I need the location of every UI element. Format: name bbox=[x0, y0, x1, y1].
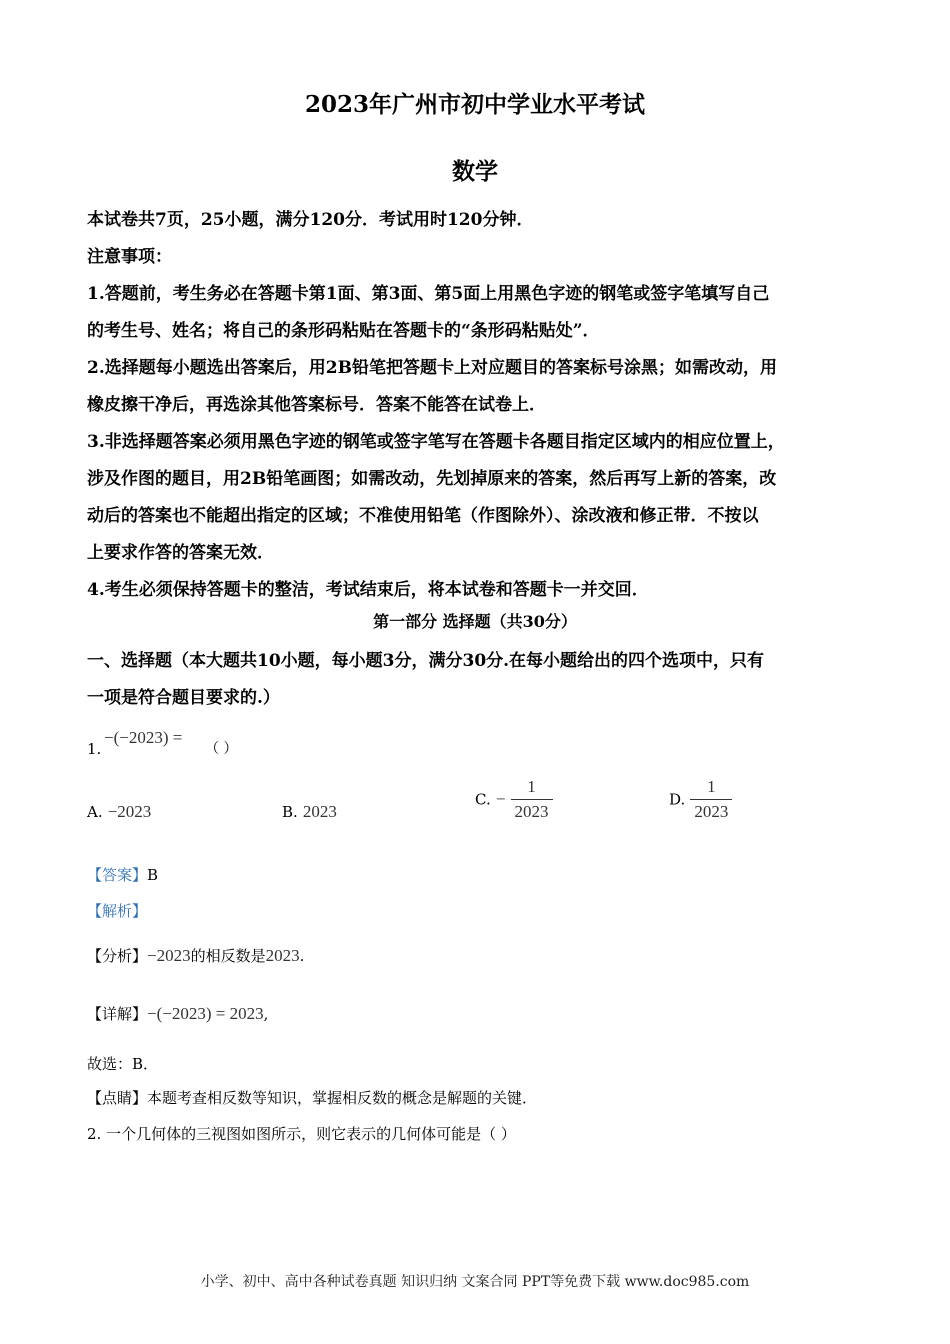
fenxi-math: 2023 bbox=[265, 946, 300, 965]
notice-line: 1.答题前，考生务必在答题卡第1面、第3面、第5面上用黑色字迹的钢笔或签字笔填写自己 bbox=[87, 284, 770, 304]
fenxi-line bbox=[87, 945, 304, 966]
option-label: A. bbox=[87, 803, 103, 821]
part1-heading: 第一部分 选择题（共30分） bbox=[373, 612, 577, 631]
fraction-denominator: 2023 bbox=[511, 799, 553, 822]
answer-line bbox=[87, 864, 158, 885]
fraction-denominator: 2023 bbox=[690, 799, 732, 822]
fraction-numerator: 1 bbox=[527, 777, 536, 796]
notice-line: 2.选择题每小题选出答案后，用2B铅笔把答题卡上对应题目的答案标号涂黑；如需改动，用 bbox=[87, 358, 777, 378]
notice-line: 橡皮擦干净后，再选涂其他答案标号．答案不能答在试卷上． bbox=[87, 395, 546, 415]
option-fraction bbox=[511, 777, 553, 822]
notice-line: 涉及作图的题目，用2B铅笔画图；如需改动，先划掉原来的答案，然后再写上新的答案，改 bbox=[87, 469, 777, 489]
option-label: C. bbox=[475, 790, 491, 809]
option-sign: − bbox=[495, 789, 506, 809]
choose-line: 故选：B． bbox=[87, 1055, 159, 1073]
exam-info: 本试卷共7页，25小题，满分120分．考试用时120分钟． bbox=[87, 210, 534, 230]
notice-line: 上要求作答的答案无效． bbox=[87, 543, 274, 563]
dianjing-line: 【点睛】本题考查相反数等知识，掌握相反数的概念是解题的关键． bbox=[87, 1089, 538, 1107]
analysis-tag: 【解析】 bbox=[87, 902, 148, 920]
option-fraction bbox=[690, 777, 732, 822]
notice-line: 3.非选择题答案必须用黑色字迹的钢笔或签字笔写在答题卡各题目指定区域内的相应位置上， bbox=[87, 432, 785, 452]
question-2: 2. 一个几何体的三视图如图所示，则它表示的几何体可能是（ ） bbox=[87, 1125, 516, 1143]
fenxi-math: −2023 bbox=[147, 946, 191, 965]
answer-blank: （ ） bbox=[205, 741, 238, 757]
option-label: B. bbox=[282, 803, 298, 821]
answer-tag: 【答案】 bbox=[87, 866, 148, 884]
option-b[interactable] bbox=[282, 802, 337, 822]
page-footer: 小学、初中、高中各种试卷真题 知识归纳 文案合同 PPT等免费下载 www.doc985.com bbox=[200, 1274, 750, 1290]
section-instruction: 一项是符合题目要求的.） bbox=[87, 688, 280, 708]
notice-line: 的考生号、姓名；将自己的条形码粘贴在答题卡的“条形码粘贴处”． bbox=[87, 321, 600, 341]
question-number: 1. bbox=[87, 740, 102, 758]
notice-line: 4.考生必须保持答题卡的整洁，考试结束后，将本试卷和答题卡一并交回． bbox=[87, 580, 649, 600]
notice-title: 注意事项： bbox=[87, 247, 172, 267]
exam-title: 2023年广州市初中学业水平考试 bbox=[304, 91, 645, 118]
question-expression: −(−2023) = bbox=[104, 728, 183, 747]
option-value: 2023 bbox=[302, 802, 337, 821]
option-c[interactable] bbox=[475, 777, 553, 822]
option-value: −2023 bbox=[107, 802, 152, 821]
option-label: D. bbox=[669, 790, 686, 809]
answer-value: B bbox=[147, 866, 159, 884]
detail-end: , bbox=[263, 1005, 269, 1023]
detail-line bbox=[87, 1003, 268, 1024]
fraction-numerator: 1 bbox=[707, 777, 716, 796]
notice-line: 动后的答案也不能超出指定的区域；不准使用铅笔（作图除外）、涂改液和修正带．不按以 bbox=[87, 506, 759, 526]
fenxi-tag: 【分析】 bbox=[87, 947, 148, 965]
option-d[interactable] bbox=[669, 777, 732, 822]
detail-tag: 【详解】 bbox=[87, 1005, 148, 1023]
detail-math: −(−2023) = 2023 bbox=[147, 1004, 264, 1023]
section-instruction: 一、选择题（本大题共10小题，每小题3分，满分30分.在每小题给出的四个选项中，只有 bbox=[87, 651, 765, 671]
option-a[interactable] bbox=[87, 802, 151, 822]
fenxi-text: 的相反数是 bbox=[190, 947, 266, 965]
fenxi-end: . bbox=[299, 947, 305, 965]
subject-title: 数学 bbox=[452, 158, 498, 185]
